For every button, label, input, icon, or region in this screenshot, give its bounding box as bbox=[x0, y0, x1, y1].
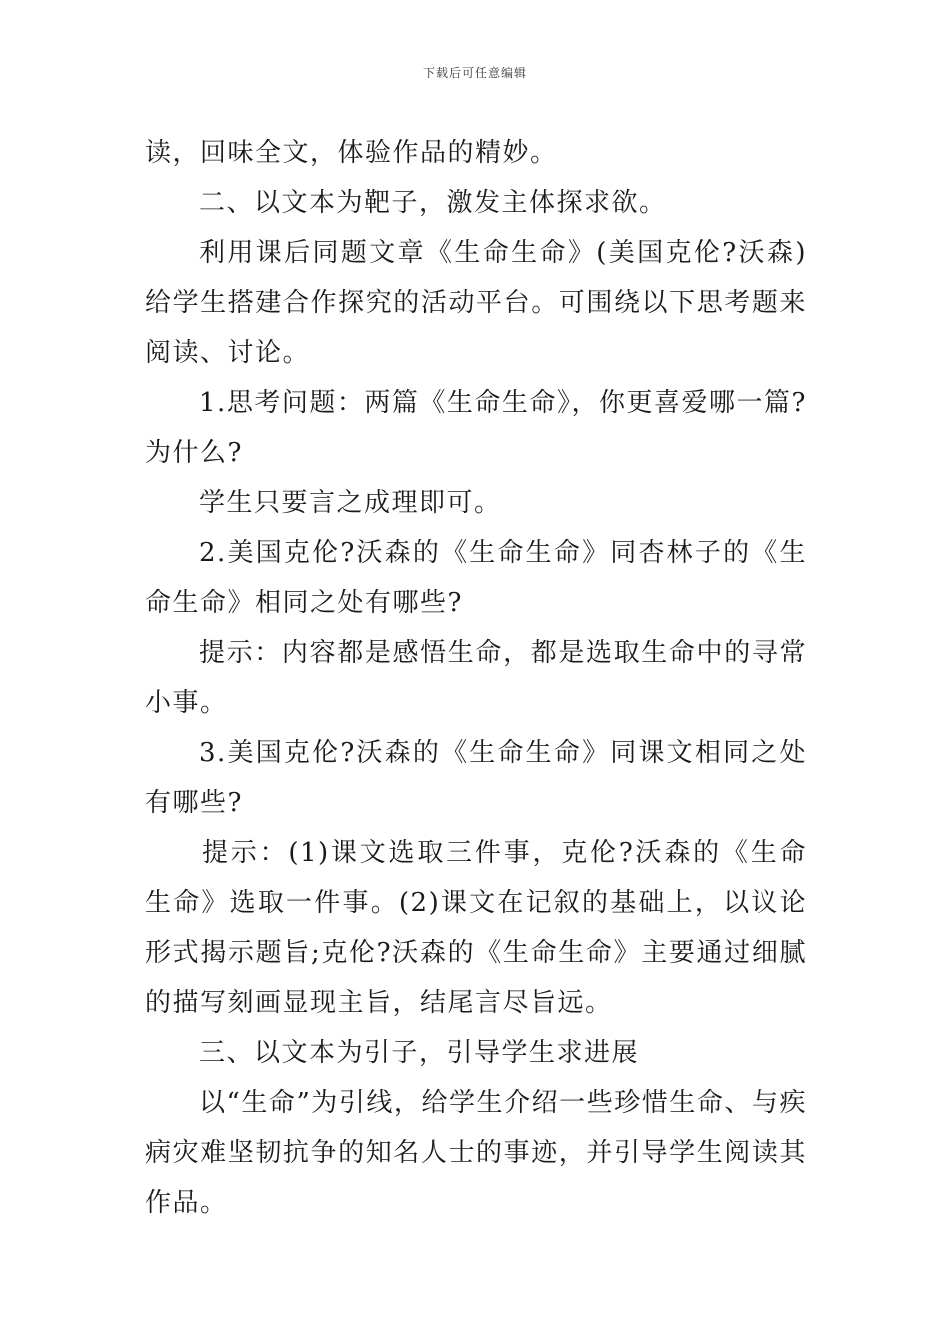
paragraph-activity-intro: 利用课后同题文章《生命生命》(美国克伦?沃森)给学生搭建合作探究的活动平台。可围绕以下思考题来阅读、讨论。 bbox=[145, 238, 807, 368]
hint-2: 提示：内容都是感悟生命，都是选取生命中的寻常小事。 bbox=[145, 638, 807, 718]
page-header-note: 下载后可任意编辑 bbox=[422, 66, 527, 80]
answer-1: 学生只要言之成理即可。 bbox=[199, 488, 502, 518]
question-1: 1.思考问题：两篇《生命生命》，你更喜爱哪一篇?为什么? bbox=[145, 388, 807, 468]
question-3: 3.美国克伦?沃森的《生命生命》同课文相同之处有哪些? bbox=[145, 738, 807, 818]
hint-3: 提示：(1)课文选取三件事，克伦?沃森的《生命生命》选取一件事。(2)课文在记叙的基础上，以议论形式揭示题旨;克伦?沃森的《生命生命》主要通过细腻的描写刻画显现主旨，结尾言尽旨远。 bbox=[145, 838, 807, 1018]
question-2: 2.美国克伦?沃森的《生命生命》同杏林子的《生命生命》相同之处有哪些? bbox=[145, 538, 807, 618]
paragraph-extension: 以“生命”为引线，给学生介绍一些珍惜生命、与疾病灾难坚韧抗争的知名人士的事迹，并引导学生阅读其作品。 bbox=[145, 1088, 807, 1218]
section-heading-2: 二、以文本为靶子，激发主体探求欲。 bbox=[199, 188, 667, 218]
document-body bbox=[145, 128, 807, 1228]
section-heading-3: 三、以文本为引子，引导学生求进展 bbox=[199, 1038, 640, 1068]
paragraph-continuation: 读，回味全文，体验作品的精妙。 bbox=[145, 138, 558, 168]
